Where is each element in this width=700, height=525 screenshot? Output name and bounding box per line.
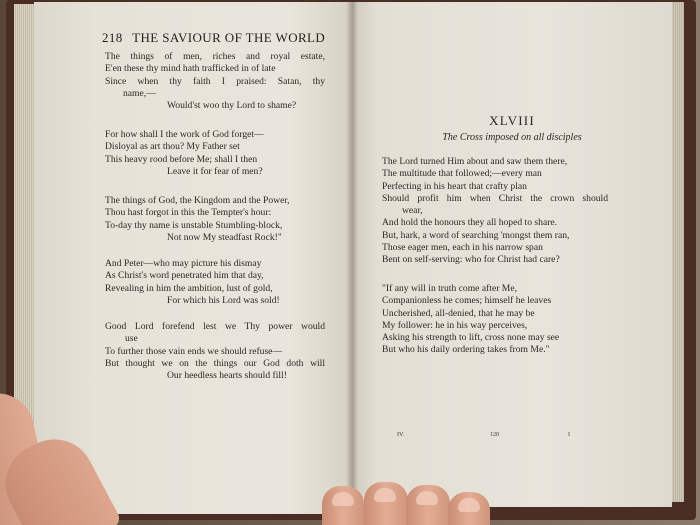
- left-page-number: 218: [102, 30, 123, 45]
- fingernail: [332, 492, 354, 506]
- verse-line: Bent on self-serving: who for Christ had care?: [382, 254, 560, 266]
- verse-line: Good Lord forefend lest we Thy power would: [105, 321, 325, 332]
- verse-line: Would'st woo thy Lord to shame?: [167, 100, 297, 112]
- verse-line: Leave it for fear of men?: [167, 165, 263, 177]
- signature-mark-left: IV.: [397, 432, 405, 438]
- chapter-number: XLVIII: [489, 113, 535, 128]
- verse-line: wear,: [402, 205, 423, 217]
- fingernail: [374, 488, 396, 502]
- verse-line: use: [125, 333, 138, 345]
- verse-line: For how shall I the work of God forget—: [105, 129, 264, 140]
- verse-line: Companionless he comes; himself he leaves: [382, 295, 552, 307]
- verse-line: The things of God, the Kingdom and the Power,: [105, 195, 290, 206]
- verse-line: This heavy rood before Me; shall I then: [105, 153, 258, 165]
- verse-line: My follower: he in his way perceives,: [382, 319, 528, 331]
- verse-line: But who his daily ordering takes from Me.": [382, 344, 550, 356]
- left-stanza-2: [105, 129, 330, 178]
- verse-line: Should profit him when Christ the crown should: [382, 192, 608, 204]
- verse-line: name,—: [123, 87, 156, 99]
- running-head: [102, 30, 325, 46]
- fingernail: [458, 498, 480, 512]
- verse-line: And Peter—who may picture his dismay: [105, 258, 262, 269]
- left-stanza-5: [105, 321, 330, 382]
- verse-line: Disloyal as art thou? My Father set: [105, 141, 240, 153]
- verse-line: Not now My steadfast Rock!": [167, 231, 282, 243]
- right-finger-4: [448, 492, 490, 525]
- running-head-title: THE SAVIOUR OF THE WORLD: [132, 30, 326, 45]
- right-finger-2: [364, 482, 408, 525]
- verse-line: Thou hast forgot in this the Tempter's hour:: [105, 207, 272, 219]
- right-stanza-1: [382, 156, 614, 267]
- verse-line: For which his Lord was sold!: [167, 294, 280, 306]
- signature-mark-right: I: [568, 432, 570, 438]
- verse-line: But, hark, a word of searching 'mongst them ran,: [382, 229, 570, 241]
- verse-line: But thought we on the things our God doth will: [105, 357, 325, 369]
- verse-line: Perfecting in his heart that crafty plan: [382, 180, 527, 192]
- right-finger-1: [322, 486, 364, 525]
- verse-line: Those eager men, each in his narrow span: [382, 242, 543, 254]
- signature-mark-center: 120: [490, 432, 499, 438]
- book-gutter: [346, 2, 358, 514]
- right-finger-3: [406, 485, 450, 525]
- verse-line: "If any will in truth come after Me,: [382, 283, 517, 294]
- left-stanza-1: [105, 51, 330, 112]
- verse-line: And hold the honours they all hoped to share.: [382, 217, 558, 229]
- left-stanza-3: [105, 195, 330, 244]
- verse-line: Since when thy faith I praised: Satan, thy: [105, 75, 325, 87]
- verse-line: Uncherished, all-denied, that he may be: [382, 307, 535, 319]
- chapter-title: The Cross imposed on all disciples: [442, 132, 582, 143]
- verse-line: The things of men, riches and royal estate,: [105, 51, 325, 62]
- fingernail: [416, 491, 438, 505]
- verse-line: To further those vain ends we should refuse—: [105, 345, 283, 357]
- verse-line: The Lord turned Him about and saw them there,: [382, 156, 568, 167]
- verse-line: To-day thy name is unstable Stumbling-block,: [105, 219, 283, 231]
- verse-line: Our heedless hearts should fill!: [167, 370, 287, 382]
- verse-line: The multitude that followed;—every man: [382, 168, 542, 180]
- left-stanza-4: [105, 258, 330, 307]
- verse-line: As Christ's word penetrated him that day,: [105, 270, 264, 282]
- verse-line: Revealing in him the ambition, lust of gold,: [105, 282, 273, 294]
- verse-line: E'en these thy mind hath trafficked in of late: [105, 63, 276, 75]
- right-stanza-2: [382, 283, 614, 357]
- verse-line: Asking his strength to lift, cross none may see: [382, 332, 560, 344]
